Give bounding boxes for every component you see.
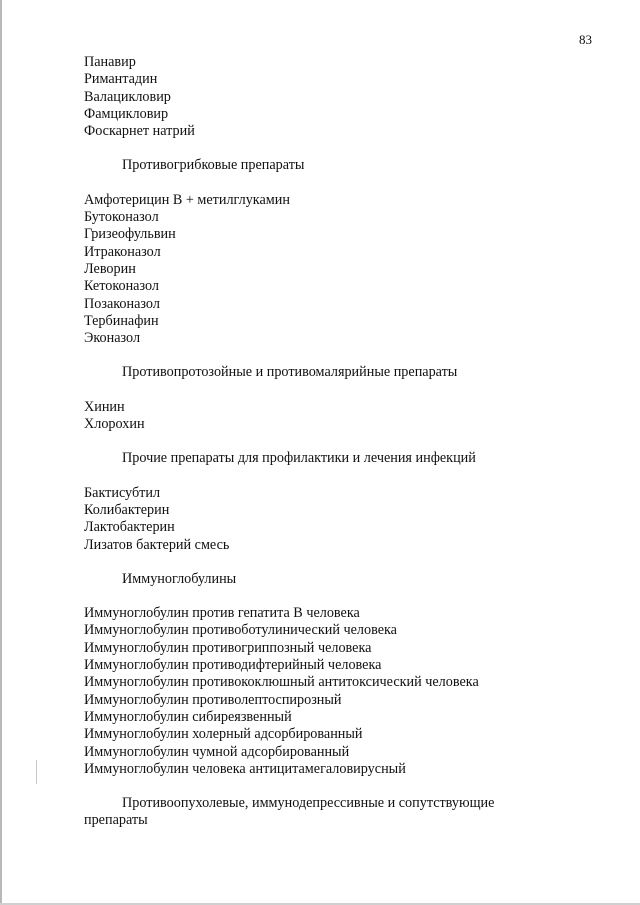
section-heading: Противопротозойные и противомалярийные препараты [122, 364, 458, 381]
page-number: 83 [579, 32, 592, 47]
list-item: Хлорохин [84, 416, 145, 433]
list-item: Иммуноглобулин сибиреязвенный [84, 708, 292, 725]
list-item: Лизатов бактерий смесь [84, 536, 230, 553]
list-item: Иммуноглобулин противококлюшный антитоксический человека [84, 674, 479, 691]
list-item: Бутоконазол [84, 209, 159, 226]
section-immunoglobulins [84, 571, 544, 778]
list-item: Лактобактерин [84, 519, 175, 536]
list-item: Кетоконазол [84, 278, 159, 295]
list-item: Позаконазол [84, 295, 160, 312]
section-heading: Противогрибковые препараты [122, 157, 305, 174]
section-antiprotozoal [84, 364, 544, 433]
list-item: Иммуноглобулин чумной адсорбированный [84, 743, 350, 760]
section-other-infection [84, 450, 544, 553]
section-heading: Иммуноглобулины [122, 570, 237, 587]
section-antitumor [84, 795, 544, 830]
list-item: Иммуноглобулин противолептоспирозный [84, 691, 342, 708]
list-item: Панавир [84, 54, 136, 70]
list-item: Иммуноглобулин против гепатита В человека [84, 605, 360, 622]
list-item: Иммуноглобулин противоботулинический человека [84, 622, 397, 639]
list-item: Фамцикловир [84, 105, 169, 122]
section-heading: Противоопухолевые, иммунодепрессивные и сопутствующие препараты [84, 795, 495, 829]
section-heading: Прочие препараты для профилактики и лечения инфекций [122, 450, 476, 467]
document-body [84, 54, 544, 847]
list-item: Валацикловир [84, 88, 171, 105]
list-item: Колибактерин [84, 501, 170, 518]
list-item: Фоскарнет натрий [84, 123, 195, 140]
list-item: Иммуноглобулин противогриппозный человека [84, 639, 372, 656]
list-item: Хинин [84, 398, 125, 415]
list-item: Гризеофульвин [84, 226, 176, 243]
top-list [84, 54, 544, 140]
list-item: Иммуноглобулин холерный адсорбированный [84, 726, 363, 743]
list-item: Иммуноглобулин человека антицитамегаловирусный [84, 760, 406, 777]
scan-speck [36, 760, 37, 784]
list-item: Леворин [84, 260, 136, 277]
list-item: Бактисубтил [84, 484, 161, 501]
list-item: Иммуноглобулин противодифтерийный человека [84, 657, 382, 674]
list-item: Эконазол [84, 330, 141, 347]
list-item: Итраконазол [84, 243, 161, 260]
list-item: Амфотерицин В + метилглукамин [84, 191, 290, 208]
list-item: Тербинафин [84, 312, 159, 329]
section-antifungal [84, 157, 544, 347]
scan-left-edge [0, 0, 2, 905]
list-item: Римантадин [84, 71, 158, 88]
